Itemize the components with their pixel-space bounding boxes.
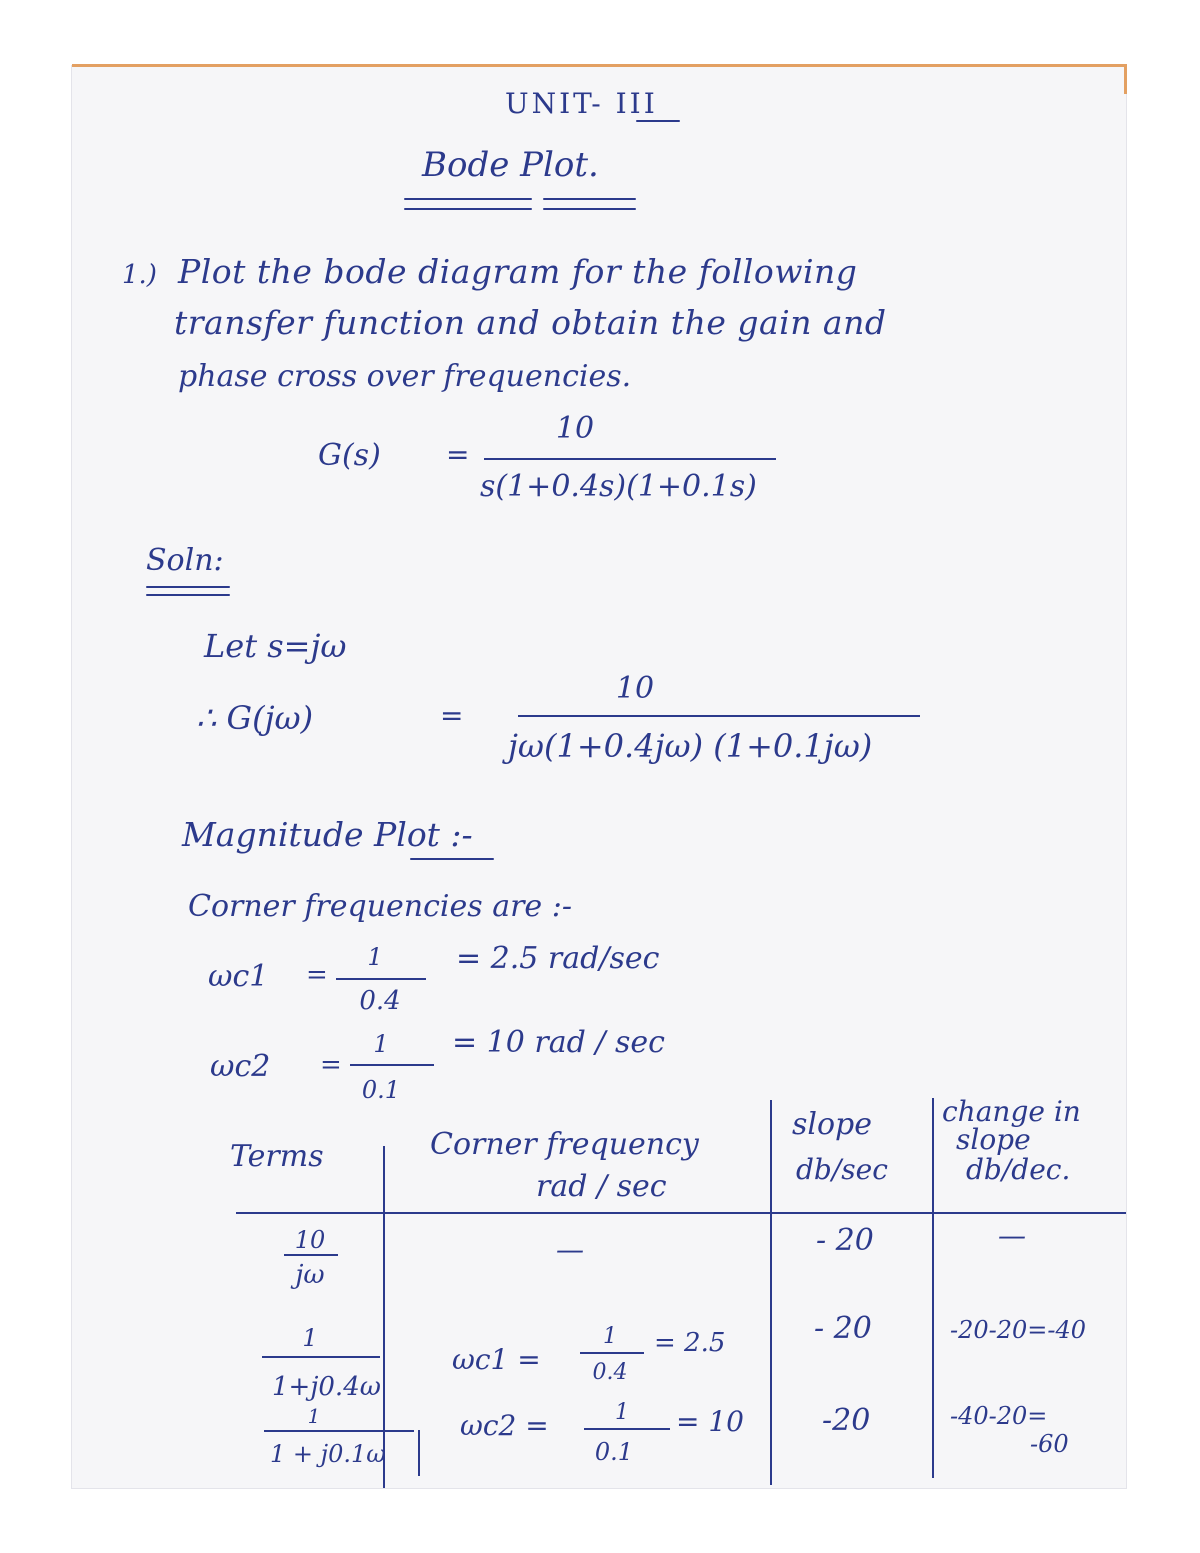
g-jw-denominator: jω(1+0.4jω) (1+0.1jω) xyxy=(508,727,873,765)
table-header-terms: Terms xyxy=(230,1139,324,1174)
row3-change-line1: -40-20= xyxy=(950,1402,1048,1430)
question-line-2: transfer function and obtain the gain and xyxy=(174,303,887,342)
row1-change: — xyxy=(998,1219,1026,1252)
fraction-bar xyxy=(580,1352,644,1354)
page-edge-top xyxy=(72,64,1126,67)
page-title: Bode Plot. xyxy=(422,145,599,185)
table-header-slope: slope xyxy=(792,1107,873,1142)
title-underline xyxy=(543,208,636,210)
unit-underline xyxy=(636,120,680,122)
row3-term-numerator: 1 xyxy=(307,1404,321,1428)
table-header-corner-frequency: Corner frequency xyxy=(430,1127,699,1162)
question-line-3: phase cross over frequencies. xyxy=(178,359,632,394)
unit-heading: UNIT- III xyxy=(505,87,658,120)
table-column-divider xyxy=(383,1146,385,1488)
row2-term-numerator: 1 xyxy=(302,1324,318,1352)
row2-slope: - 20 xyxy=(814,1311,872,1346)
table-column-divider xyxy=(418,1430,420,1476)
row2-corner-numerator: 1 xyxy=(603,1324,617,1349)
row3-slope: -20 xyxy=(822,1403,871,1438)
g-jw-numerator: 10 xyxy=(615,671,655,706)
wc1-numerator: 1 xyxy=(367,943,383,971)
title-underline xyxy=(404,198,532,200)
wc2-result: = 10 rad / sec xyxy=(452,1025,665,1060)
g-jw-equals: = xyxy=(440,699,464,732)
row3-corner-numerator: 1 xyxy=(615,1400,629,1425)
solution-underline xyxy=(146,594,230,596)
row2-corner-result: = 2.5 xyxy=(654,1328,726,1358)
fraction-bar xyxy=(350,1064,434,1066)
solution-heading: Soln: xyxy=(146,543,224,578)
wc2-label: ωc2 xyxy=(210,1049,271,1084)
table-header-change: change in xyxy=(942,1095,1081,1128)
table-column-divider xyxy=(932,1098,934,1478)
table-column-divider xyxy=(770,1100,772,1485)
title-underline xyxy=(404,208,532,210)
wc2-equals: = xyxy=(320,1050,342,1080)
row1-corner: — xyxy=(556,1233,584,1266)
wc1-result: = 2.5 rad/sec xyxy=(456,941,660,976)
wc2-denominator: 0.1 xyxy=(361,1076,401,1104)
fraction-bar xyxy=(484,458,776,460)
table-header-change-slope: slope xyxy=(956,1123,1031,1156)
fraction-bar xyxy=(584,1428,670,1430)
corner-frequencies-heading: Corner frequencies are :- xyxy=(188,889,572,924)
row3-corner-denominator: 0.1 xyxy=(594,1438,634,1466)
row1-term-denominator: jω xyxy=(295,1260,325,1290)
substitution-line: Let s=jω xyxy=(204,627,347,665)
transfer-function-lhs: G(s) xyxy=(318,438,381,473)
magnitude-heading: Magnitude Plot :- xyxy=(182,815,473,854)
table-header-slope-unit: db/sec xyxy=(796,1153,888,1186)
magnitude-underline xyxy=(410,858,494,860)
wc2-numerator: 1 xyxy=(373,1030,389,1058)
row1-slope: - 20 xyxy=(816,1223,874,1258)
row3-corner-label: ωc2 = xyxy=(460,1409,549,1442)
row2-term-denominator: 1+j0.4ω xyxy=(272,1372,381,1402)
row3-term-denominator: 1 + j0.1ω xyxy=(270,1440,386,1468)
transfer-function-denominator: s(1+0.4s)(1+0.1s) xyxy=(480,469,757,504)
fraction-bar xyxy=(284,1254,338,1256)
row2-corner-denominator: 0.4 xyxy=(592,1360,628,1385)
transfer-function-equals: = xyxy=(446,438,470,471)
wc1-denominator: 0.4 xyxy=(359,986,401,1016)
fraction-bar xyxy=(336,978,426,980)
wc1-label: ωc1 xyxy=(208,959,269,994)
table-header-corner-unit: rad / sec xyxy=(536,1169,667,1204)
table-header-change-unit: db/dec. xyxy=(966,1153,1071,1186)
g-jw-lhs: ∴ G(jω) xyxy=(196,699,314,737)
page-edge-right xyxy=(1124,64,1127,94)
row3-corner-result: = 10 xyxy=(676,1405,744,1438)
question-line-1: Plot the bode diagram for the following xyxy=(178,252,858,291)
fraction-bar xyxy=(264,1430,414,1432)
row1-term-numerator: 10 xyxy=(294,1226,326,1254)
table-header-rule xyxy=(236,1212,1126,1214)
row3-change-line2: -60 xyxy=(1030,1430,1069,1458)
solution-underline xyxy=(146,586,230,588)
row2-corner-label: ωc1 = xyxy=(452,1343,541,1376)
row2-change: -20-20=-40 xyxy=(950,1316,1087,1344)
fraction-bar xyxy=(262,1356,380,1358)
transfer-function-numerator: 10 xyxy=(555,411,595,446)
title-underline xyxy=(543,198,636,200)
fraction-bar xyxy=(518,715,920,717)
question-number: 1.) xyxy=(122,260,157,290)
wc1-equals: = xyxy=(306,960,328,990)
